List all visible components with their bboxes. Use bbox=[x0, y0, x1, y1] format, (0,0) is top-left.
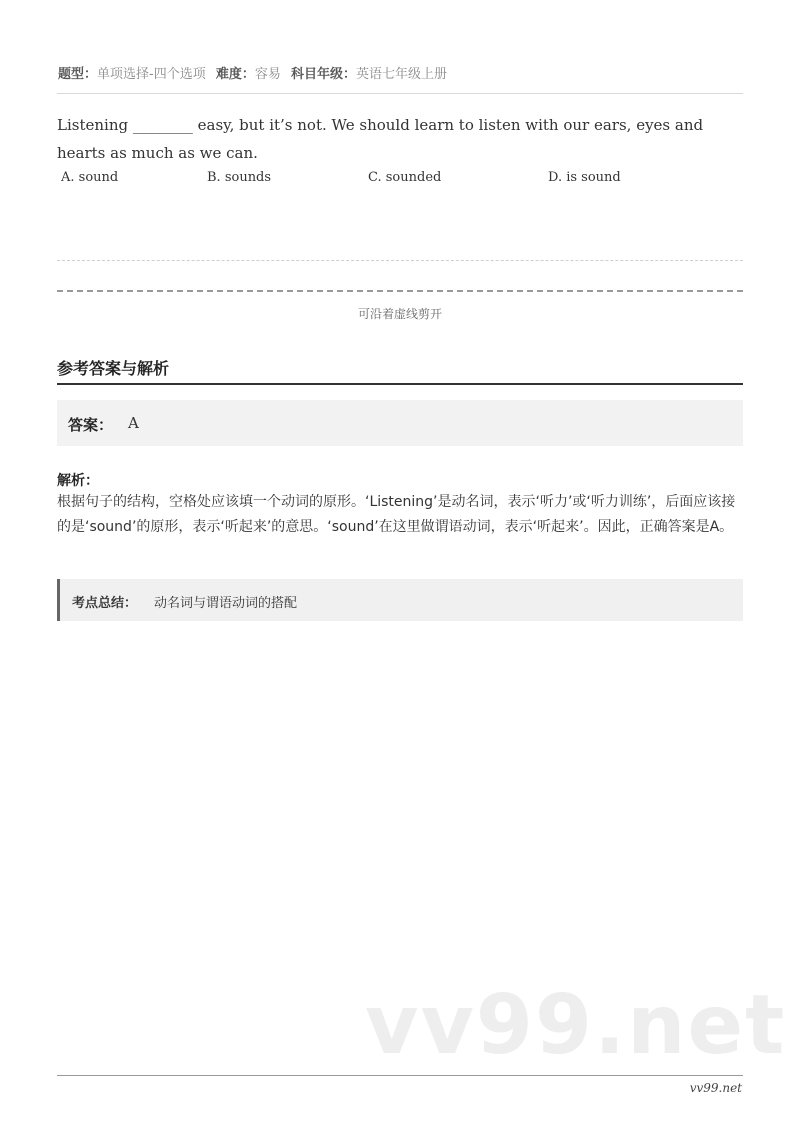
top-divider bbox=[57, 93, 743, 94]
watermark: vv99.net bbox=[365, 978, 787, 1073]
option-d[interactable]: D. is sound bbox=[548, 170, 621, 185]
subject-label: 科目年级： bbox=[291, 67, 357, 82]
cut-label: 可沿着虚线剪开 bbox=[357, 307, 442, 321]
subject-value: 英语七年级上册 bbox=[356, 67, 448, 82]
question-meta bbox=[58, 63, 453, 82]
summary-value: 动名词与谓语动词的搭配 bbox=[154, 596, 298, 611]
footer-site: vv99.net bbox=[689, 1081, 742, 1095]
difficulty-value: 容易 bbox=[254, 67, 281, 82]
difficulty-label: 难度： bbox=[215, 67, 255, 82]
cut-line bbox=[57, 290, 743, 292]
section-divider bbox=[57, 383, 743, 385]
summary-box bbox=[57, 579, 743, 621]
answer-box bbox=[57, 400, 743, 446]
section-title: 参考答案与解析 bbox=[57, 359, 170, 378]
analysis-label: 解析： bbox=[57, 473, 99, 489]
type-value: 单项选择-四个选项 bbox=[97, 67, 206, 82]
question-text: Listening ________ easy, but it’s not. We should learn to listen with our ears, eyes and hearts as much as we can. bbox=[57, 116, 704, 162]
footer-divider bbox=[57, 1075, 743, 1076]
answer-value: A bbox=[128, 414, 139, 432]
option-c[interactable]: C. sounded bbox=[368, 170, 442, 185]
analysis-text: 根据句子的结构，空格处应该填一个动词的原形。‘Listening’是动名词，表示‘听力’或‘听力训练’，后面应该接的是‘sound’的原形，表示‘听起来’的意思。‘sound’在这里做谓语动词，表示‘听起来’。因此，正确答案是A。 bbox=[57, 494, 736, 535]
type-label: 题型： bbox=[58, 67, 98, 82]
option-a[interactable]: A. sound bbox=[61, 170, 119, 185]
option-b[interactable]: B. sounds bbox=[207, 170, 272, 185]
answer-label: 答案： bbox=[68, 416, 114, 434]
summary-label: 考点总结： bbox=[72, 596, 138, 611]
dashed-line-light bbox=[57, 260, 743, 261]
